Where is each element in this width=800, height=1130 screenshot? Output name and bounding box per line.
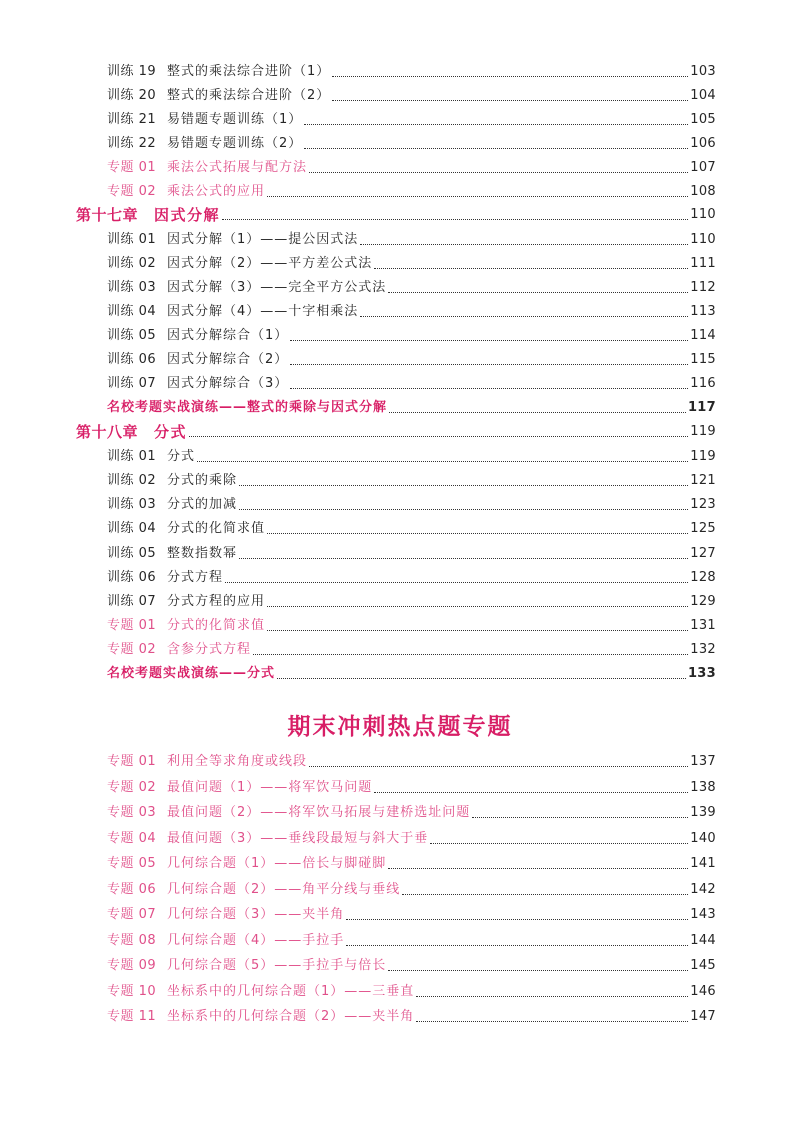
page-number: 123 (690, 497, 716, 512)
toc-entry[interactable] (107, 324, 716, 344)
toc-entry[interactable] (107, 469, 716, 489)
dot-leader (416, 1020, 688, 1022)
page-number: 117 (687, 400, 716, 415)
entry-label: 训练 05 (107, 328, 157, 343)
entry-label: 第十八章 (76, 423, 139, 441)
entry-title: 分式 (154, 423, 188, 441)
dot-leader (416, 995, 688, 997)
toc-entry[interactable] (107, 276, 716, 296)
entry-label: 训练 20 (107, 88, 157, 103)
entry-title: 分式 (167, 449, 196, 464)
page-number: 132 (690, 642, 716, 657)
dot-leader (267, 629, 688, 631)
page-number: 110 (690, 232, 716, 247)
dot-leader (389, 411, 686, 413)
dot-leader (304, 147, 688, 149)
page-number: 115 (690, 352, 716, 367)
entry-title: 因式分解 (154, 206, 221, 224)
entry-title: 分式的化简求值 (167, 618, 266, 633)
toc-special-entry[interactable] (107, 776, 716, 796)
toc-entry[interactable] (107, 445, 716, 465)
page-number: 119 (690, 449, 716, 464)
toc-special-entry[interactable] (107, 801, 716, 821)
toc-entry[interactable] (107, 517, 716, 537)
entry-label: 训练 07 (107, 594, 157, 609)
page-number: 131 (690, 618, 716, 633)
entry-title: 分式的化简求值 (167, 521, 266, 536)
dot-leader (332, 99, 688, 101)
dot-leader (290, 387, 688, 389)
entry-label: 专题 09 (107, 958, 157, 973)
entry-label: 专题 02 (107, 780, 157, 795)
entry-title: 最值问题（3）——垂线段最短与斜大于垂 (167, 831, 429, 846)
entry-title: 易错题专题训练（2） (167, 136, 303, 151)
dot-leader (267, 605, 688, 607)
entry-label: 训练 22 (107, 136, 157, 151)
entry-label: 训练 02 (107, 256, 157, 271)
page-number: 142 (690, 882, 716, 897)
dot-leader (253, 653, 688, 655)
page-number: 112 (690, 280, 716, 295)
toc-special-entry[interactable] (107, 1005, 716, 1025)
entry-title: 坐标系中的几何综合题（1）——三垂直 (167, 984, 415, 999)
entry-label: 专题 04 (107, 831, 157, 846)
entry-label: 训练 01 (107, 449, 157, 464)
entry-title: 因式分解（2）——平方差公式法 (167, 256, 373, 271)
entry-title: 最值问题（1）——将军饮马问题 (167, 780, 373, 795)
entry-title: 含参分式方程 (167, 642, 252, 657)
entry-title: 分式方程的应用 (167, 594, 266, 609)
dot-leader (197, 460, 688, 462)
page-number: 145 (690, 958, 716, 973)
dot-leader (388, 969, 688, 971)
entry-label: 训练 01 (107, 232, 157, 247)
page-number: 129 (690, 594, 716, 609)
entry-label: 专题 02 (107, 642, 157, 657)
toc-chapter[interactable] (76, 420, 716, 440)
page-number: 138 (690, 780, 716, 795)
page-number: 121 (690, 473, 716, 488)
entry-label: 专题 01 (107, 618, 157, 633)
dot-leader (360, 315, 688, 317)
page-number: 140 (690, 831, 716, 846)
entry-title: 因式分解综合（1） (167, 328, 289, 343)
entry-label: 专题 07 (107, 907, 157, 922)
page-number: 113 (690, 304, 716, 319)
dot-leader (290, 339, 688, 341)
page-number: 114 (690, 328, 716, 343)
dot-leader (189, 435, 688, 437)
entry-title: 名校考题实战演练——整式的乘除与因式分解 (107, 400, 388, 415)
page-number: 108 (690, 184, 716, 199)
entry-label: 专题 02 (107, 184, 157, 199)
toc-special-entry[interactable] (107, 878, 716, 898)
dot-leader (277, 677, 686, 679)
entry-label: 专题 08 (107, 933, 157, 948)
entry-title: 因式分解（3）——完全平方公式法 (167, 280, 387, 295)
entry-label: 训练 06 (107, 570, 157, 585)
dot-leader (430, 842, 688, 844)
entry-title: 分式的加减 (167, 497, 238, 512)
entry-label: 专题 01 (107, 160, 157, 175)
entry-label: 训练 21 (107, 112, 157, 127)
dot-leader (472, 816, 688, 818)
dot-leader (374, 267, 688, 269)
entry-title: 分式方程 (167, 570, 224, 585)
page-number: 111 (690, 256, 716, 271)
page-number: 104 (690, 88, 716, 103)
toc-review-entry[interactable] (107, 662, 716, 682)
entry-title: 乘法公式的应用 (167, 184, 266, 199)
toc-entry[interactable] (107, 614, 716, 634)
dot-leader (388, 867, 688, 869)
entry-title: 易错题专题训练（1） (167, 112, 303, 127)
entry-title: 最值问题（2）——将军饮马拓展与建桥选址问题 (167, 805, 471, 820)
entry-label: 训练 04 (107, 521, 157, 536)
page-number: 133 (687, 666, 716, 681)
entry-label: 专题 11 (107, 1009, 157, 1024)
entry-title: 分式的乘除 (167, 473, 238, 488)
entry-title: 因式分解（1）——提公因式法 (167, 232, 359, 247)
toc-special-entry[interactable] (107, 852, 716, 872)
toc-special-entry[interactable] (107, 903, 716, 923)
toc-entry[interactable] (107, 566, 716, 586)
entry-title: 几何综合题（4）——手拉手 (167, 933, 345, 948)
entry-label: 专题 03 (107, 805, 157, 820)
entry-title: 整式的乘法综合进阶（2） (167, 88, 331, 103)
toc-entry[interactable] (107, 108, 716, 128)
entry-title: 几何综合题（3）——夹半角 (167, 907, 345, 922)
dot-leader (222, 218, 688, 220)
page-number: 147 (690, 1009, 716, 1024)
toc-entry[interactable] (107, 372, 716, 392)
entry-label: 训练 07 (107, 376, 157, 391)
entry-title: 利用全等求角度或线段 (167, 754, 308, 769)
toc-chapter[interactable] (76, 203, 716, 223)
page-number: 105 (690, 112, 716, 127)
toc-review-entry[interactable] (107, 396, 716, 416)
entry-label: 专题 10 (107, 984, 157, 999)
page-number: 127 (690, 546, 716, 561)
toc-special-entry[interactable] (107, 827, 716, 847)
entry-label: 专题 01 (107, 754, 157, 769)
toc-entry[interactable] (107, 180, 716, 200)
dot-leader (402, 893, 688, 895)
toc-entry[interactable] (107, 348, 716, 368)
page-number: 110 (690, 207, 716, 222)
toc-special-entry[interactable] (107, 750, 716, 770)
section-title: 期末冲刺热点题专题 (287, 713, 513, 740)
entry-title: 几何综合题（1）——倍长与脚碰脚 (167, 856, 387, 871)
entry-title: 名校考题实战演练——分式 (107, 666, 276, 681)
page-number: 128 (690, 570, 716, 585)
dot-leader (239, 508, 688, 510)
page-number: 119 (690, 424, 716, 439)
toc-entry[interactable] (107, 132, 716, 152)
page-number: 137 (690, 754, 716, 769)
entry-title: 因式分解综合（3） (167, 376, 289, 391)
page-number: 143 (690, 907, 716, 922)
page-number: 106 (690, 136, 716, 151)
entry-label: 训练 05 (107, 546, 157, 561)
entry-title: 整式的乘法综合进阶（1） (167, 64, 331, 79)
page-number: 103 (690, 64, 716, 79)
entry-label: 第十七章 (76, 206, 139, 224)
toc-entry[interactable] (107, 493, 716, 513)
entry-title: 几何综合题（2）——角平分线与垂线 (167, 882, 401, 897)
toc-entry[interactable] (107, 252, 716, 272)
entry-label: 训练 03 (107, 280, 157, 295)
entry-label: 训练 06 (107, 352, 157, 367)
toc-entry[interactable] (107, 590, 716, 610)
entry-title: 坐标系中的几何综合题（2）——夹半角 (167, 1009, 415, 1024)
dot-leader (360, 243, 688, 245)
page-number: 116 (690, 376, 716, 391)
toc-entry[interactable] (107, 228, 716, 248)
toc-entry[interactable] (107, 84, 716, 104)
page-number: 141 (690, 856, 716, 871)
dot-leader (309, 765, 688, 767)
entry-title: 因式分解综合（2） (167, 352, 289, 367)
dot-leader (267, 532, 688, 534)
toc-entry[interactable] (107, 638, 716, 658)
dot-leader (225, 581, 688, 583)
toc-special-entry[interactable] (107, 954, 716, 974)
dot-leader (267, 195, 688, 197)
dot-leader (290, 363, 688, 365)
toc-entry[interactable] (107, 60, 716, 80)
entry-title: 乘法公式拓展与配方法 (167, 160, 308, 175)
dot-leader (332, 75, 688, 77)
page-number: 107 (690, 160, 716, 175)
dot-leader (346, 944, 688, 946)
toc-special-entry[interactable] (107, 929, 716, 949)
entry-label: 专题 06 (107, 882, 157, 897)
toc-entry[interactable] (107, 300, 716, 320)
entry-title: 因式分解（4）——十字相乘法 (167, 304, 359, 319)
entry-label: 专题 05 (107, 856, 157, 871)
dot-leader (374, 791, 688, 793)
toc-entry[interactable] (107, 542, 716, 562)
entry-label: 训练 03 (107, 497, 157, 512)
dot-leader (309, 171, 688, 173)
page-number: 146 (690, 984, 716, 999)
dot-leader (346, 918, 688, 920)
toc-entry[interactable] (107, 156, 716, 176)
entry-label: 训练 19 (107, 64, 157, 79)
dot-leader (388, 291, 688, 293)
dot-leader (304, 123, 688, 125)
page-number: 139 (690, 805, 716, 820)
dot-leader (239, 557, 688, 559)
entry-label: 训练 02 (107, 473, 157, 488)
toc-special-entry[interactable] (107, 980, 716, 1000)
dot-leader (239, 484, 688, 486)
page-number: 144 (690, 933, 716, 948)
entry-label: 训练 04 (107, 304, 157, 319)
entry-title: 几何综合题（5）——手拉手与倍长 (167, 958, 387, 973)
entry-title: 整数指数幂 (167, 546, 238, 561)
page-number: 125 (690, 521, 716, 536)
